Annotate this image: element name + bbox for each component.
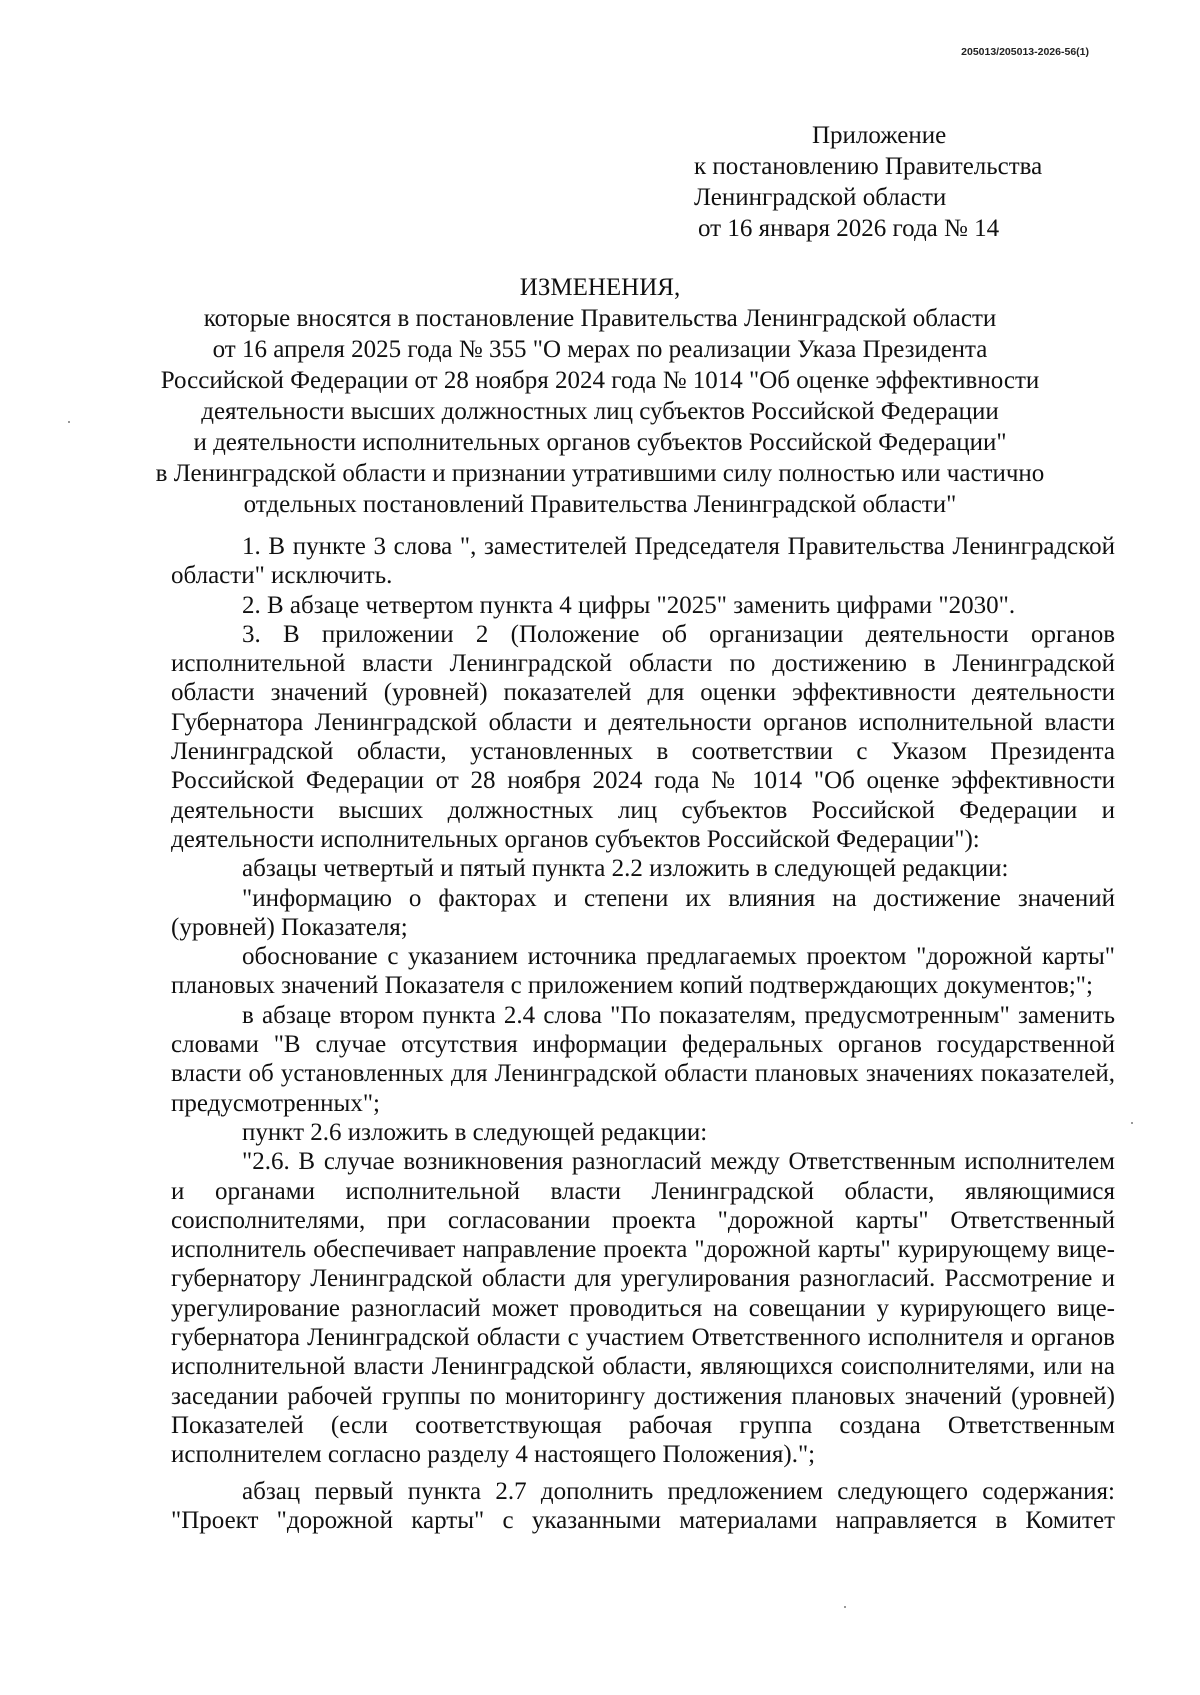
paragraph-2: 2. В абзаце четвертом пункта 4 цифры "2025" заменить цифрами "2030". bbox=[242, 591, 1016, 619]
paragraph-3-7: абзац первый пункта 2.7 дополнить предложением следующего содержания: "Проект "дорожной карты" с указанными материалами направляется в Комитет bbox=[171, 1477, 1115, 1534]
paragraph-3-1: абзацы четвертый и пятый пункта 2.2 изложить в следующей редакции: bbox=[242, 855, 1009, 883]
annex-block bbox=[694, 120, 1042, 244]
document-heading bbox=[150, 272, 1050, 520]
paragraph-3-6: "2.6. В случае возникновения разногласий между Ответственным исполнителем и органами исполнительной власти Ленинградской области, являющимися соисполнителями, при согласовании проекта "дорожной карты" Ответственный исполнитель обеспечивает направление проекта "дорожной карты" курирующему вице-губернатору Ленинградской области для урегулирования разногласий. Рассмотрение и урегулирование разногласий может проводиться на совещании у курирующего вице-губернатора Ленинградской области с участием Ответственного исполнителя и органов исполнительной власти Ленинградской области, являющихся соисполнителями, или на заседании рабочей группы по мониторингу достижения плановых значений (уровней) Показателей (если соответствующая рабочая группа создана Ответственным исполнителем согласно разделу 4 настоящего Положения)."; bbox=[171, 1148, 1115, 1469]
document-id: 205013/205013-2026-56(1) bbox=[961, 46, 1089, 58]
paragraph-1: 1. В пункте 3 слова ", заместителей Председателя Правительства Ленинградской области" исключить. bbox=[171, 533, 1115, 590]
heading-line: отдельных постановлений Правительства Ленинградской области" bbox=[243, 491, 957, 518]
document-body bbox=[171, 532, 1115, 1535]
heading-line: от 16 апреля 2025 года № 355 "О мерах по реализации Указа Президента bbox=[212, 336, 988, 363]
paragraph-3-4: в абзаце втором пункта 2.4 слова "По показателям, предусмотренным" заменить словами "В случае отсутствия информации федеральных органов государственной власти об установленных для Ленинградской области плановых значениях показателей, предусмотренных"; bbox=[171, 1001, 1115, 1117]
annex-line: Ленинградской области bbox=[694, 184, 947, 211]
heading-line: которые вносятся в постановление Правительства Ленинградской области bbox=[203, 305, 997, 332]
paragraph-3-5: пункт 2.6 изложить в следующей редакции: bbox=[242, 1118, 708, 1146]
scan-speck bbox=[844, 1606, 846, 1608]
scan-speck bbox=[68, 421, 70, 423]
paragraph-3: 3. В приложении 2 (Положение об организации деятельности органов исполнительной власти Ленинградской области по достижению в Ленинградской области значений (уровней) показателей для оценки эффективности деятельности Губернатора Ленинградской области и деятельности органов исполнительной власти Ленинградской области, установленных в соответствии с Указом Президента Российской Федерации от 28 ноября 2024 года № 1014 "Об оценке эффективности деятельности высших должностных лиц субъектов Российской Федерации и деятельности исполнительных органов субъектов Российской Федерации"): bbox=[171, 620, 1115, 853]
heading-line: деятельности высших должностных лиц субъектов Российской Федерации bbox=[201, 398, 999, 425]
heading-title: ИЗМЕНЕНИЯ, bbox=[519, 274, 681, 301]
annex-title: Приложение bbox=[812, 122, 947, 149]
heading-line: Российской Федерации от 28 ноября 2024 года № 1014 "Об оценке эффективности bbox=[160, 367, 1040, 394]
paragraph-3-3: обоснование с указанием источника предлагаемых проектом "дорожной карты" плановых значений Показателя с приложением копий подтверждающих документов;"; bbox=[171, 943, 1115, 1000]
heading-line: в Ленинградской области и признании утратившими силу полностью или частично bbox=[155, 460, 1045, 487]
paragraph-3-2: "информацию о факторах и степени их влияния на достижение значений (уровней) Показателя; bbox=[171, 884, 1115, 941]
heading-line: и деятельности исполнительных органов субъектов Российской Федерации" bbox=[193, 429, 1007, 456]
scan-speck bbox=[1131, 1122, 1133, 1124]
annex-date: от 16 января 2026 года № 14 bbox=[698, 215, 1000, 242]
annex-line: к постановлению Правительства bbox=[694, 153, 1043, 180]
